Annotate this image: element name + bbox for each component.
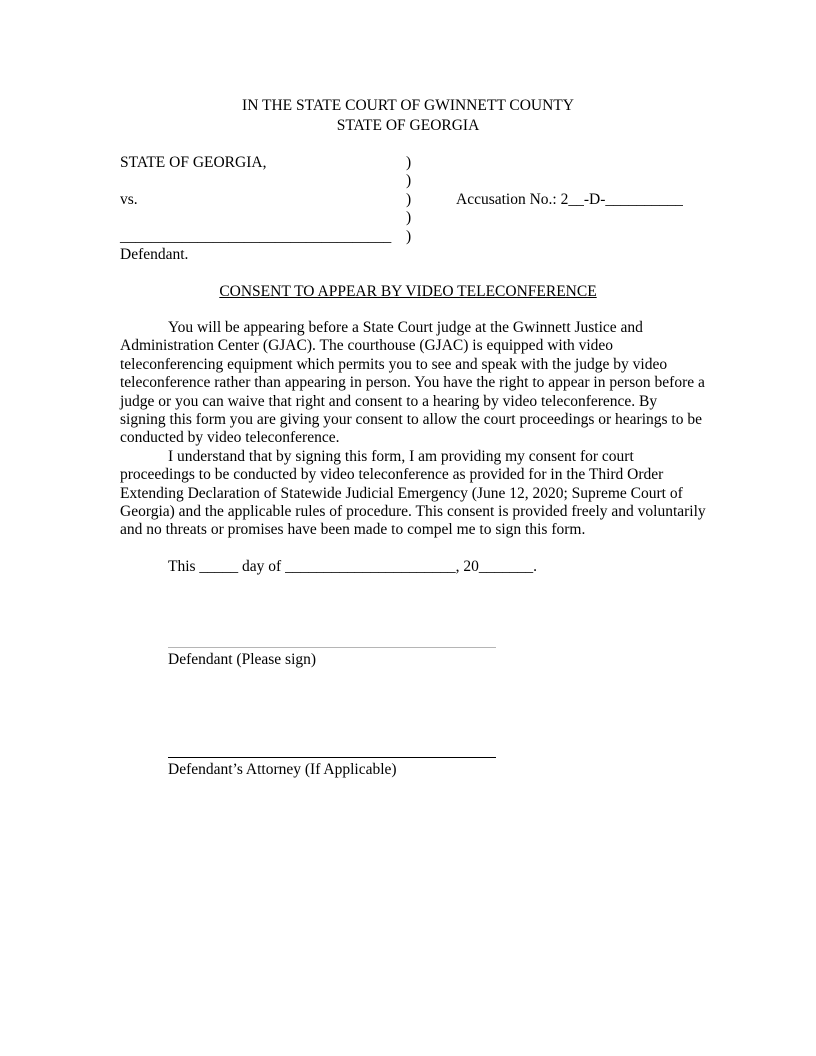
defendant-label: Defendant.: [120, 246, 189, 263]
attorney-signature-line[interactable]: [168, 757, 496, 758]
body-paragraph-2: I understand that by signing this form, I am providing my consent for court proceedings to be conducted by video teleconference as provided for in the Third Order Extending Declaration of Statewide Judicial Emergency (June 12, 2020; Supreme Court of Georgia) and the applicable rules of procedure. This consent is provided freely and voluntarily and no threats or promises have been made to compel me to sign this form.: [120, 447, 706, 539]
consent-body: [120, 319, 706, 540]
caption-paren: ): [406, 172, 412, 189]
caption-paren: ): [406, 191, 412, 208]
defendant-signature-line[interactable]: [168, 647, 496, 648]
plaintiff-name: STATE OF GEORGIA,: [120, 154, 267, 171]
caption-paren: ): [406, 154, 412, 171]
accusation-number: Accusation No.: 2__-D-__________: [456, 191, 683, 208]
caption-paren: ): [406, 228, 412, 245]
defendant-signature-label: Defendant (Please sign): [168, 651, 317, 668]
state-name: STATE OF GEORGIA: [336, 117, 480, 134]
body-paragraph-1: You will be appearing before a State Court judge at the Gwinnett Justice and Administration Center (GJAC). The courthouse (GJAC) is equipped with video teleconferencing equipment which permits you to see and speak with the judge by video teleconference rather than appearing in person. You have the right to appear in person before a judge or you can waive that right and consent to a hearing by video teleconference. By signing this form you are giving your consent to allow the court proceedings or hearings to be conducted by video teleconference.: [120, 319, 705, 447]
form-title: CONSENT TO APPEAR BY VIDEO TELECONFERENCE: [219, 283, 597, 300]
versus-label: vs.: [120, 191, 138, 208]
defendant-name-line: ___________________________________: [120, 228, 392, 245]
attorney-signature-label: Defendant’s Attorney (If Applicable): [168, 761, 397, 778]
caption-paren: ): [406, 209, 412, 226]
date-line: This _____ day of ______________________, 20_______.: [168, 558, 537, 575]
court-name: IN THE STATE COURT OF GWINNETT COUNTY: [242, 97, 574, 114]
